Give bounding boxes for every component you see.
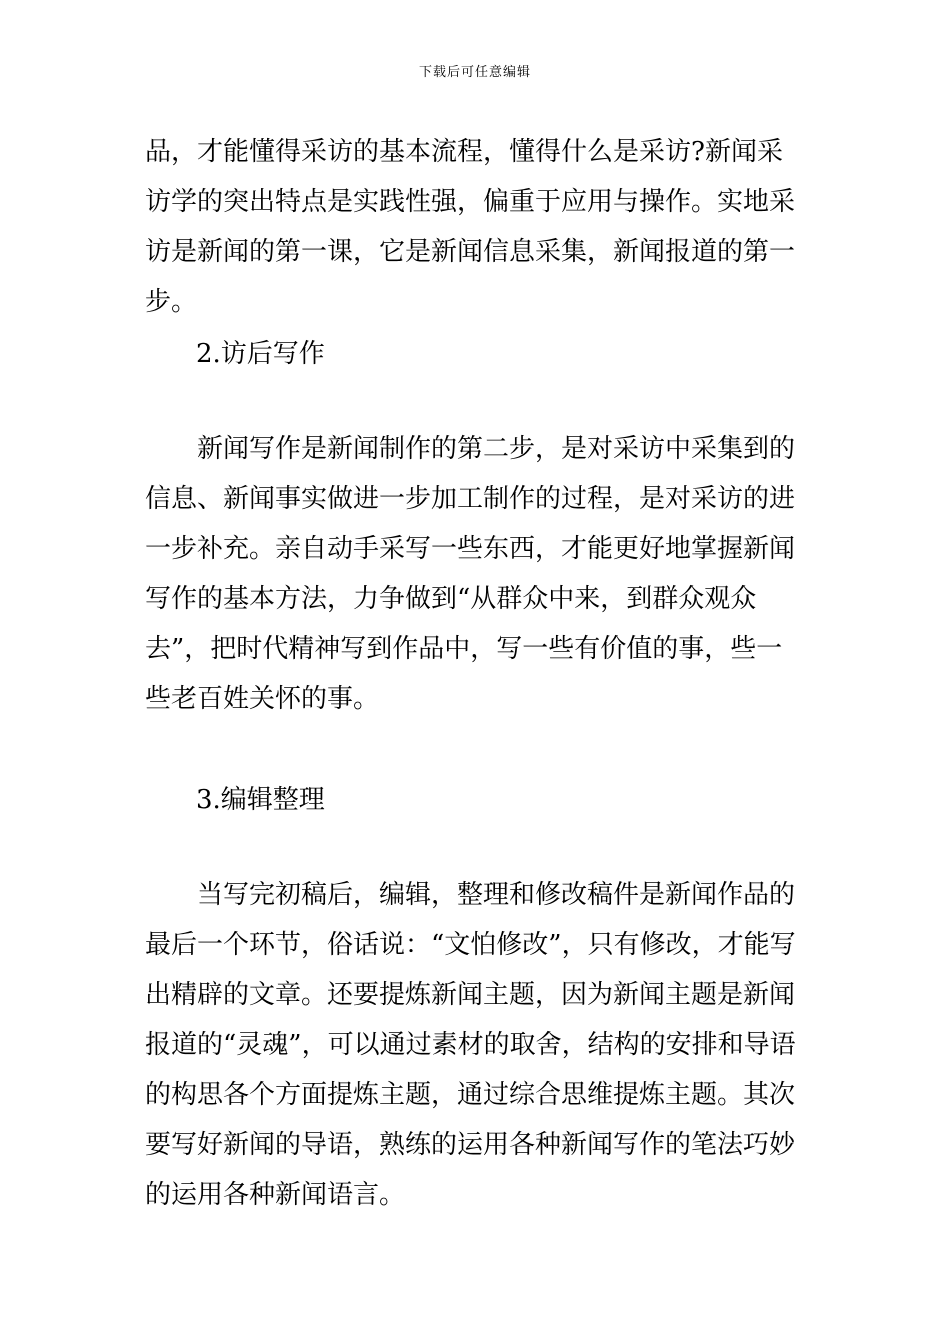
paragraph-news-writing: 新闻写作是新闻制作的第二步，是对采访中采集到的信息、新闻事实做进一步加工制作的过程，是对采访的进一步补充。亲自动手采写一些东西，才能更好地掌握新闻写作的基本方法，力争做到“从群众中来，到群众观众去”，把时代精神写到作品中，写一些有价值的事，些一些老百姓关怀的事。 (145, 434, 796, 714)
section-heading-2: 2.访后写作 (196, 339, 325, 369)
paragraph-editing: 当写完初稿后，编辑，整理和修改稿件是新闻作品的最后一个环节，俗话说：“文怕修改”，只有修改，才能写出精辟的文章。还要提炼新闻主题，因为新闻主题是新闻报道的“灵魂”，可以通过素材的取舍，结构的安排和导语的构思各个方面提炼主题，通过综合思维提炼主题。其次要写好新闻的导语，熟练的运用各种新闻写作的笔法巧妙的运用各种新闻语言。 (145, 880, 796, 1210)
section-heading-3: 3.编辑整理 (196, 785, 325, 815)
paragraph-continuation: 品，才能懂得采访的基本流程，懂得什么是采访?新闻采访学的突出特点是实践性强，偏重于应用与操作。实地采访是新闻的第一课，它是新闻信息采集，新闻报道的第一步。 (145, 137, 796, 317)
page-header: 下载后可任意编辑 (418, 65, 531, 80)
